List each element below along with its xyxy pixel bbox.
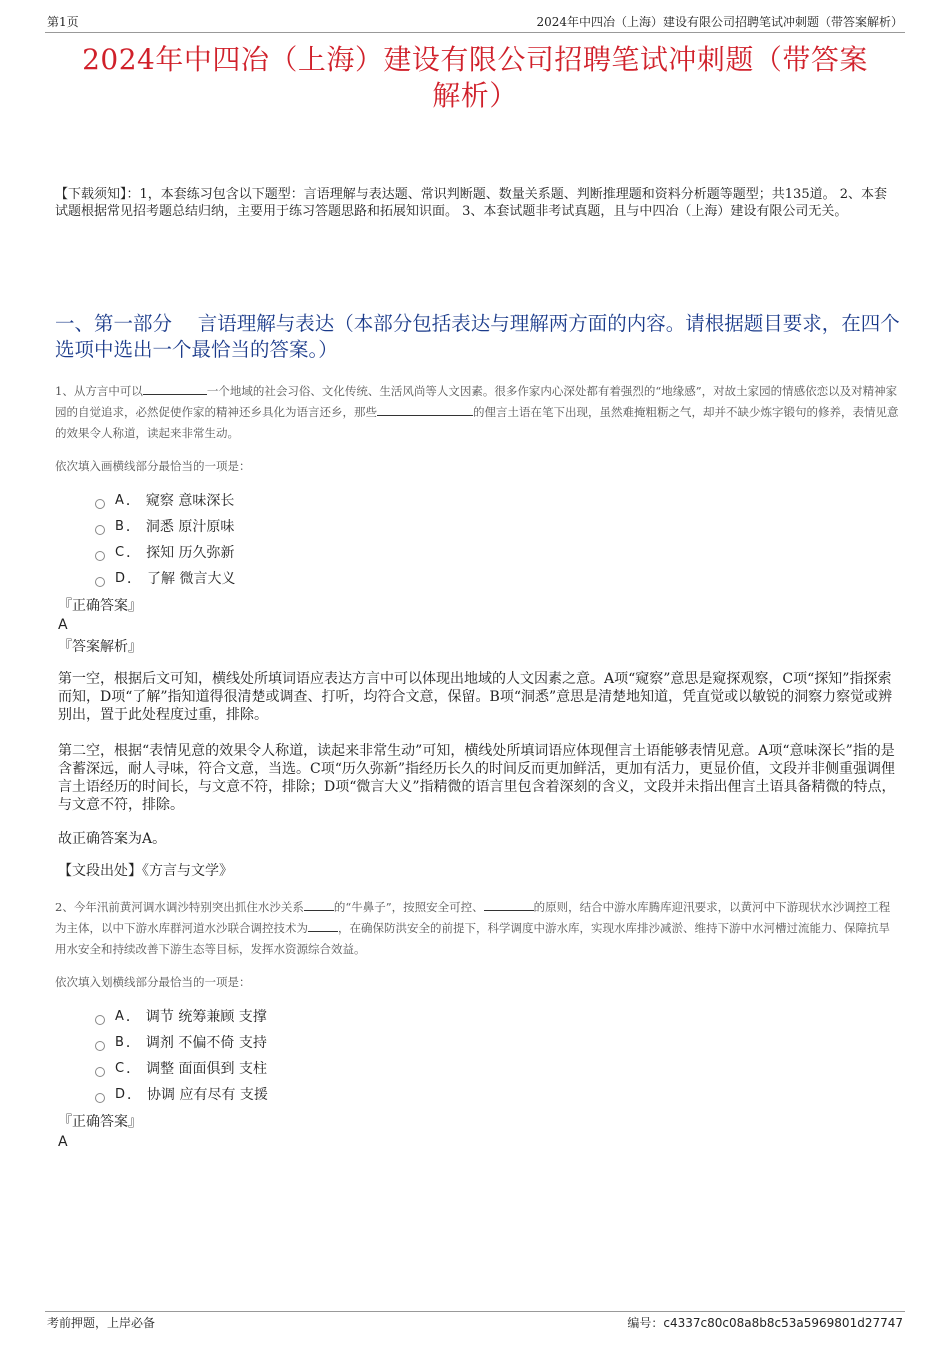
q1-analysis-label: 『答案解析』 — [58, 639, 142, 655]
q2-text-part4: ，在确保防洪安全的前提下，科学调度中游水库，实现水库排沙减淤、维持下游中水河槽过流能力、保障抗旱用水安全和持续改善下游生态等目标，发挥水资源综合效益。 — [55, 921, 890, 956]
q2-blank-3 — [308, 919, 338, 932]
q1-blank-2 — [377, 403, 473, 416]
radio-icon[interactable] — [95, 1067, 105, 1077]
option-text: 探知 历久弥新 — [146, 545, 235, 561]
option-text: 协调 应有尽有 支援 — [147, 1087, 268, 1103]
option-letter: D — [115, 571, 126, 586]
option-letter: B — [115, 519, 124, 534]
option-text: 调剂 不偏不倚 支持 — [145, 1035, 267, 1051]
option-text: 洞悉 原汁原味 — [145, 519, 235, 535]
title-line-2: 解析） — [432, 79, 518, 112]
q1-analysis-1: 第一空，根据后文可知，横线处所填词语应表达方言中可以体现出地域的人文因素之意。A项“窥察”意思是窥探观察，C项“探知”指探索而知，D项“了解”指知道得很清楚或调查、打听，均符合文意，保留。B项“洞悉”意思是清楚地知道，凭直觉或以敏锐的洞察力察觉或辨别出，置于此处程度过重，排除。 — [58, 671, 893, 723]
q1-blank-1 — [143, 382, 207, 395]
q2-option-c[interactable]: C ． 调整 面面俱到 支柱 — [95, 1056, 268, 1082]
q1-text-part3: 的俚言土语在笔下出现，虽然难掩粗粝之气，却并不缺少炼字锻句的修养，表情见意的效果令人称道，读起来非常生动。 — [55, 405, 899, 440]
radio-icon[interactable] — [95, 525, 105, 535]
q2-answer: A — [58, 1134, 68, 1150]
radio-icon[interactable] — [95, 499, 105, 509]
option-text: 窥察 意味深长 — [145, 493, 235, 509]
q1-conclusion: 故正确答案为A。 — [58, 831, 167, 847]
q2-prompt: 依次填入划横线部分最恰当的一项是： — [55, 975, 251, 989]
q1-option-a[interactable]: A ． 窥察 意味深长 — [95, 488, 235, 514]
q2-option-d[interactable]: D ． 协调 应有尽有 支援 — [95, 1082, 268, 1108]
footer-code — [627, 1312, 903, 1334]
radio-icon[interactable] — [95, 1093, 105, 1103]
radio-icon[interactable] — [95, 577, 105, 587]
radio-icon[interactable] — [95, 1041, 105, 1051]
option-letter: C — [115, 1061, 125, 1076]
q2-options — [95, 1004, 268, 1108]
q2-text-part1: 2、今年汛前黄河调水调沙特别突出抓住水沙关系 — [55, 900, 304, 914]
q1-option-d[interactable]: D ． 了解 微言大义 — [95, 566, 235, 592]
page-footer — [45, 1311, 905, 1334]
q1-analysis-2: 第二空，根据“表情见意的效果令人称道，读起来非常生动”可知，横线处所填词语应体现俚言土语能够表情见意。A项“意味深长”指的是含蓄深远，耐人寻味，符合文意，当选。C项“历久弥新”指经历长久的时间反而更加鲜活，更加有活力，更显价值，文段并非侧重强调俚言土语经历的时间长，与文意不符，排除；D项“微言大义”指精微的语言里包含着深刻的含义，文段并未指出俚言土语具备精微的特点，与文意不符，排除。 — [58, 743, 896, 813]
option-text: 了解 微言大义 — [147, 571, 236, 587]
q2-option-a[interactable]: A ． 调节 统筹兼顾 支撑 — [95, 1004, 268, 1030]
q1-source: 【文段出处】《方言与文学》 — [58, 863, 233, 879]
q1-option-b[interactable]: B ． 洞悉 原汁原味 — [95, 514, 235, 540]
option-text: 调节 统筹兼顾 支撑 — [145, 1009, 267, 1025]
footer-code-label: 编号： — [627, 1316, 664, 1330]
q1-text-part1: 1、从方言中可以 — [55, 384, 143, 398]
footer-code-value: c4337c80c08a8b8c53a5969801d27747 — [663, 1316, 903, 1330]
q1-answer-label: 『正确答案』 — [58, 598, 142, 614]
q1-answer: A — [58, 617, 68, 633]
footer-slogan: 考前押题，上岸必备 — [47, 1316, 156, 1330]
option-letter: B — [115, 1035, 124, 1050]
option-letter: D — [115, 1087, 126, 1102]
page-header — [45, 12, 905, 33]
option-letter: A — [115, 493, 124, 508]
q1-option-c[interactable]: C ． 探知 历久弥新 — [95, 540, 235, 566]
option-letter: C — [115, 545, 125, 560]
q1-options — [95, 488, 235, 592]
radio-icon[interactable] — [95, 1015, 105, 1025]
download-notice: 【下载须知】：1，本套练习包含以下题型：言语理解与表达题、常识判断题、数量关系题、判断推理题和资料分析题等题型；共135道。 2、本套试题根据常见招考题总结归纳，主要用于练习答题思路和拓展知识面。 3、本套试题非考试真题，且与中四冶（上海）建设有限公司无关。 — [55, 187, 887, 219]
q1-prompt: 依次填入画横线部分最恰当的一项是： — [55, 459, 251, 473]
header-doc-title: 2024年中四冶（上海）建设有限公司招聘笔试冲刺题（带答案解析） — [536, 15, 903, 29]
q1-text-part2: 一个地域的社会习俗、文化传统、生活风尚等人文因素。很多作家内心深处都有着强烈的“地缘感”，对故土家园的情感依恋以及对精神家园的自觉追求，必然促使作家的精神还乡具化为语言还乡，那些 — [55, 384, 898, 419]
radio-icon[interactable] — [95, 551, 105, 561]
q2-text-part3: 的原则，结合中游水库腾库迎汛要求，以黄河中下游现状水沙调控工程为主体，以中下游水库群河道水沙联合调控技术为 — [55, 900, 891, 935]
question-1-stem — [55, 381, 900, 444]
q2-option-b[interactable]: B ． 调剂 不偏不倚 支持 — [95, 1030, 268, 1056]
section-title: 一、第一部分 言语理解与表达（本部分包括表达与理解两方面的内容。请根据题目要求，在四个选项中选出一个最恰当的答案。） — [55, 312, 900, 361]
title-line-1: 2024年中四冶（上海）建设有限公司招聘笔试冲刺题（带答案 — [82, 43, 868, 76]
q2-text-part2: 的“牛鼻子”，按照安全可控、 — [333, 900, 484, 914]
question-2-stem — [55, 897, 900, 960]
q2-answer-label: 『正确答案』 — [58, 1114, 142, 1130]
page-title — [45, 42, 905, 114]
option-text: 调整 面面俱到 支柱 — [146, 1061, 267, 1077]
page-number: 第1页 — [47, 15, 79, 29]
option-letter: A — [115, 1009, 124, 1024]
q2-blank-1 — [304, 898, 334, 911]
q2-blank-2 — [484, 898, 534, 911]
